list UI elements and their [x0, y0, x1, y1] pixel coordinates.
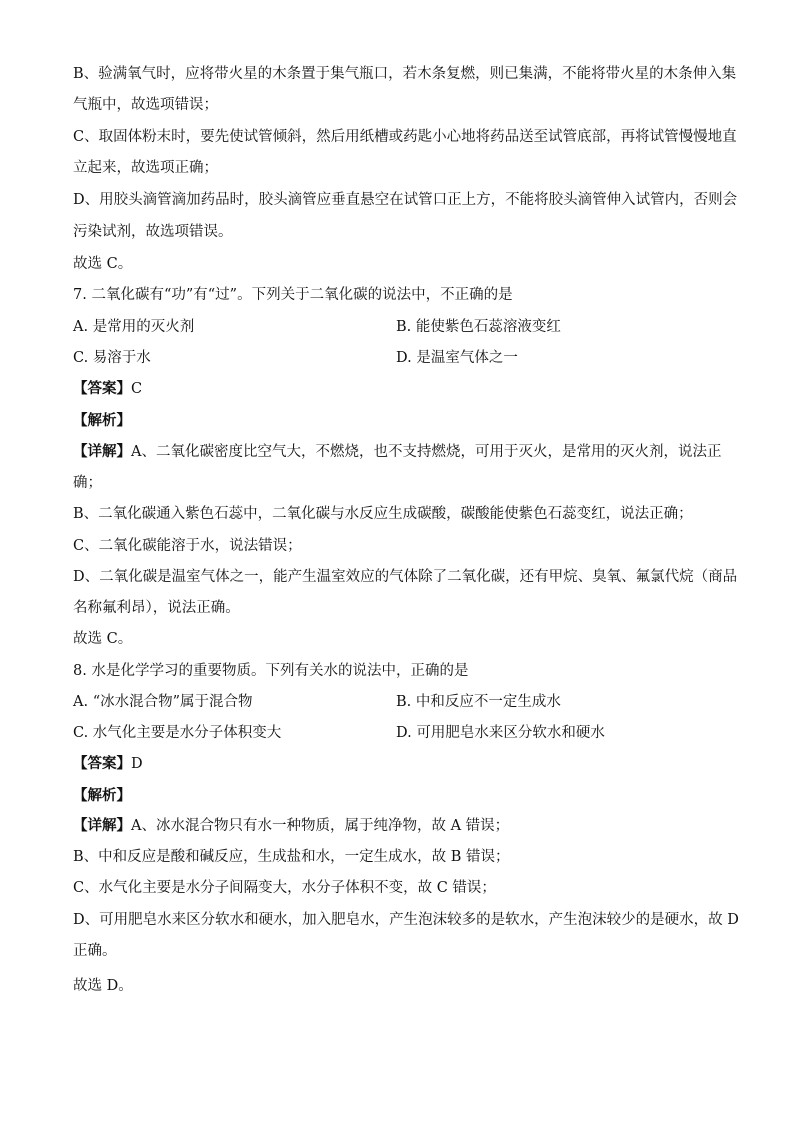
detail-tag: 【详解】 [73, 817, 131, 834]
question-8-detail-d: D、可用肥皂水来区分软水和硬水，加入肥皂水，产生泡沫较多的是软水，产生泡沫较少的是硬水，故 D [73, 912, 739, 928]
question-7-option-c: C. 易溶于水 [73, 350, 151, 366]
answer-value: C [131, 381, 143, 397]
question-7-detail-d-cont: 名称氟利昂），说法正确。 [73, 600, 240, 616]
question-8-conclusion: 故选 D。 [73, 978, 133, 994]
answer-value: D [131, 756, 143, 772]
question-7-option-b: B. 能使紫色石蕊溶液变红 [396, 319, 561, 335]
question-8-analysis-tag [73, 786, 131, 806]
question-8-stem: 8. 水是化学学习的重要物质。下列有关水的说法中，正确的是 [73, 663, 469, 679]
question-8-option-a: A. “冰水混合物”属于混合物 [73, 694, 253, 710]
question-7-answer [73, 379, 142, 399]
question-8-option-b: B. 中和反应不一定生成水 [396, 694, 561, 710]
detail-tag: 【详解】 [73, 443, 131, 460]
analysis-tag: 【解析】 [73, 412, 131, 429]
prev-option-c-explanation-cont: 立起来，故选项正确； [73, 160, 218, 176]
question-7-option-a: A. 是常用的灭火剂 [73, 319, 195, 335]
question-7-detail-a-cont: 确； [73, 475, 102, 491]
detail-a-text: A、二氧化碳密度比空气大，不燃烧，也不支持燃烧，可用于灭火，是常用的灭火剂，说法正 [131, 444, 722, 460]
question-7-detail-c: C、二氧化碳能溶于水，说法错误； [73, 538, 302, 554]
detail-a-text: A、冰水混合物只有水一种物质，属于纯净物，故 A 错误； [131, 818, 510, 834]
prev-option-b-explanation-cont: 气瓶中，故选项错误； [73, 97, 218, 113]
question-7-detail-d: D、二氧化碳是温室气体之一，能产生温室效应的气体除了二氧化碳，还有甲烷、臭氧、氟氯代烷（商品 [73, 569, 738, 585]
question-7-conclusion: 故选 C。 [73, 631, 133, 647]
question-8-detail-d-cont: 正确。 [73, 943, 117, 959]
question-8-detail-b: B、中和反应是酸和碱反应，生成盐和水，一定生成水，故 B 错误； [73, 849, 510, 865]
question-8-detail-c: C、水气化主要是水分子间隔变大，水分子体积不变，故 C 错误； [73, 880, 496, 896]
answer-tag: 【答案】 [73, 380, 131, 397]
prev-option-d-explanation-cont: 污染试剂，故选项错误。 [73, 224, 233, 240]
question-7-stem: 7. 二氧化碳有“功”有“过”。下列关于二氧化碳的说法中，不正确的是 [73, 287, 513, 303]
prev-option-c-explanation: C、取固体粉末时，要先使试管倾斜，然后用纸槽或药匙小心地将药品送至试管底部，再将试管慢慢地直 [73, 129, 737, 145]
prev-option-b-explanation: B、验满氧气时，应将带火星的木条置于集气瓶口，若木条复燃，则已集满，不能将带火星的木条伸入集 [73, 66, 737, 82]
question-7-analysis-tag [73, 411, 131, 431]
question-8-answer [73, 754, 143, 774]
question-8-option-c: C. 水气化主要是水分子体积变大 [73, 725, 282, 741]
question-8-detail-a [73, 816, 509, 836]
question-7-detail-a [73, 442, 721, 462]
question-8-option-d: D. 可用肥皂水来区分软水和硬水 [396, 725, 605, 741]
question-7-option-d: D. 是温室气体之一 [396, 350, 518, 366]
prev-option-d-explanation: D、用胶头滴管滴加药品时，胶头滴管应垂直悬空在试管口正上方，不能将胶头滴管伸入试管内，否则会 [73, 192, 738, 208]
prev-conclusion: 故选 C。 [73, 256, 133, 272]
analysis-tag: 【解析】 [73, 787, 131, 804]
question-7-detail-b: B、二氧化碳通入紫色石蕊中，二氧化碳与水反应生成碳酸，碳酸能使紫色石蕊变红，说法正确； [73, 506, 693, 522]
answer-tag: 【答案】 [73, 755, 131, 772]
